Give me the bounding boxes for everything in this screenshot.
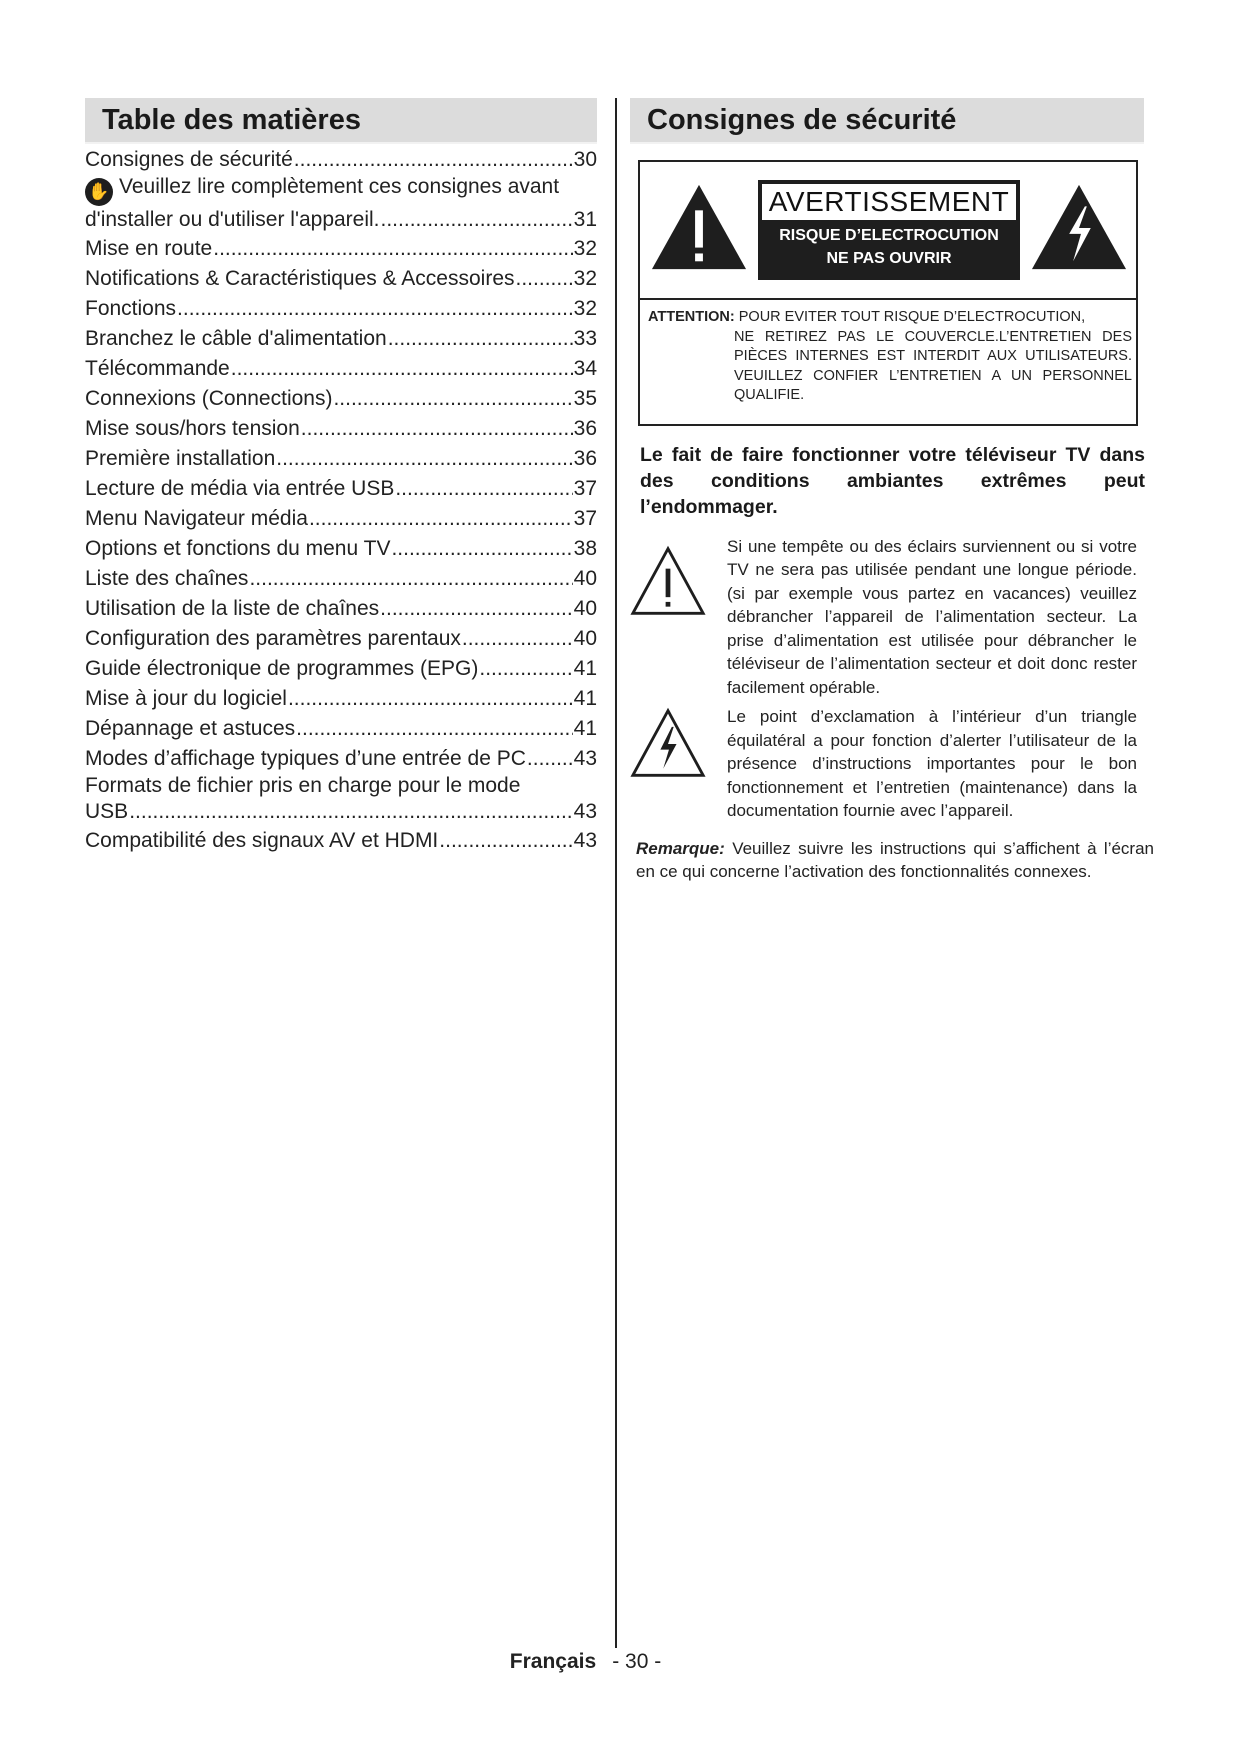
toc-entry-label: Mise à jour du logiciel [85,687,287,710]
toc-entry[interactable] [85,444,597,474]
toc-leader-dots [439,826,572,856]
exclamation-triangle-icon [650,182,748,272]
toc-entry-label-cont: USB [85,800,129,823]
toc-entry-page: 41 [573,717,597,740]
toc-leader-dots [462,624,573,654]
toc-entry-label: Modes d’affichage typiques d’une entrée de PC [85,747,526,770]
toc-entry-label-cont: d'installer ou d'utiliser l'appareil. [85,208,380,231]
toc-entry-label: Lecture de média via entrée USB [85,477,395,500]
toc-entry-page: 41 [573,657,597,680]
toc-entry-label: Connexions (Connections) [85,387,333,410]
toc-entry-page: 43 [573,829,597,852]
attention-label: ATTENTION: [648,309,735,325]
footer-language: Français [509,1650,597,1673]
toc-leader-dots [309,504,573,534]
toc-leader-dots [231,354,573,384]
toc-entry-page: 30 [573,148,597,171]
toc-entry[interactable] [85,354,597,384]
toc-entry-label: Dépannage et astuces [85,717,296,740]
safety-section [630,98,1160,884]
avertissement-heading: AVERTISSEMENT [760,182,1018,222]
toc-entry[interactable] [85,744,597,774]
toc-entry-page: 31 [573,208,597,231]
toc-leader-dots [276,444,572,474]
exclamation-text: Le point d’exclamation à l’intérieur d’un triangle équilatéral a pour fonction d’alerter l’utilisateur de la présence d’instructions importantes pour le bon fonctionnement et l’entretien (maintenance) dans la documentation fournie avec l’appareil. [727,707,1137,820]
toc-leader-dots [527,744,573,774]
toc-entry-page: 33 [573,327,597,350]
toc-entry[interactable] [85,414,597,444]
toc-entry-page: 43 [573,800,597,823]
toc-entry-page: 38 [573,537,597,560]
toc-entry[interactable] [85,264,597,294]
toc-entry-label: Notifications & Caractéristiques & Accessoires [85,267,515,290]
remark-label: Remarque: [636,838,725,858]
toc-leader-dots [479,654,572,684]
exclamation-paragraph [630,705,1160,823]
toc-entry[interactable] [85,534,597,564]
footer-page-number: - 30 - [612,1650,662,1673]
toc-leader-dots [391,534,572,564]
page-footer [0,1650,1241,1674]
toc-leader-dots [380,594,572,624]
toc-leader-dots [288,684,573,714]
toc-leader-dots [213,234,572,264]
toc-entry-page: 40 [573,597,597,620]
toc-entry[interactable] [85,324,597,354]
toc-leader-dots [296,714,572,744]
safety-title: Consignes de sécurité [630,98,1144,144]
toc-entry-label: Télécommande [85,357,230,380]
toc-entry-label: Mise sous/hors tension [85,417,300,440]
toc-entry-compatibilite[interactable] [85,826,597,856]
toc-leader-dots [395,474,572,504]
toc-entry-page: 35 [573,387,597,410]
toc-entry-label: Compatibilité des signaux AV et HDMI [85,829,439,852]
toc-entry-page: 37 [573,477,597,500]
toc-entry[interactable] [85,384,597,414]
remark-paragraph [636,837,1154,884]
toc-entry-label: Fonctions [85,297,177,320]
column-divider [615,98,617,1648]
toc-entry-page: 36 [573,447,597,470]
attention-rest: NE RETIREZ PAS LE COUVERCLE.L’ENTRETIEN DES PIÈCES INTERNES EST INTERDIT AUX UTILISATEURS. VEUILLEZ CONFIER L’ENTRETIEN A UN PERSONNEL QUALIFIE. [734,328,1132,403]
toc-list [85,145,597,856]
toc-entry-label: Veuillez lire complètement ces consignes avant [119,175,560,198]
attention-text [640,300,1136,424]
toc-entry-label: Branchez le câble d'alimentation [85,327,387,350]
toc-entry-label: Utilisation de la liste de chaînes [85,597,380,620]
toc-entry-label: Menu Navigateur média [85,507,308,530]
toc-entry-label: Première installation [85,447,276,470]
toc-items [85,234,597,774]
toc-entry-label: Options et fonctions du menu TV [85,537,391,560]
toc-entry-page: 43 [573,747,597,770]
toc-entry-formats[interactable] [85,774,597,826]
toc-entry-page: 32 [573,297,597,320]
toc-leader-dots [249,564,572,594]
toc-entry[interactable] [85,294,597,324]
toc-leader-dots [516,264,573,294]
exclamation-triangle-outline-icon [630,545,706,617]
warning-label-box [638,160,1138,426]
extreme-conditions-warning: Le fait de faire fonctionner votre téléviseur TV dans des conditions ambiantes extrêmes peut l’endommager. [640,443,1145,518]
hand-stop-icon: ✋ [85,178,113,206]
toc-entry-page: 37 [573,507,597,530]
toc-entry[interactable] [85,654,597,684]
attention-first-line: POUR EVITER TOUT RISQUE D’ELECTROCUTION, [738,309,1086,325]
toc-entry[interactable] [85,564,597,594]
toc-leader-dots [381,206,573,234]
toc-entry-label: Configuration des paramètres parentaux [85,627,461,650]
toc-leader-dots [177,294,573,324]
toc-entry-page: 32 [573,267,597,290]
toc-entry-label: Guide électronique de programmes (EPG) [85,657,479,680]
toc-entry[interactable] [85,504,597,534]
toc-title: Table des matières [85,98,597,144]
storm-text: Si une tempête ou des éclairs surviennent ou si votre TV ne sera pas utilisée pendant une longue période. (si par exemple vous partez en vacances) veuillez débrancher l’appareil de l’alimentation secteur. La prise d’alimentation est utilisée pour débrancher le téléviseur de l’alimentation secteur et doit donc rester facilement opérable. [727,536,1137,697]
toc-leader-dots [388,324,573,354]
toc-entry-label: Mise en route [85,237,213,260]
toc-entry[interactable] [85,624,597,654]
remark-text: Veuillez suivre les instructions qui s’affichent à l’écran en ce qui concerne l’activation des fonctionnalités connexes. [636,838,1154,881]
toc-leader-dots [129,798,572,826]
toc-entry-notice[interactable] [85,175,597,234]
toc-entry-page: 41 [573,687,597,710]
table-of-contents [85,98,597,856]
toc-entry[interactable] [85,594,597,624]
avertissement-sub-1: RISQUE D’ELECTROCUTION [779,227,999,244]
avertissement-block [758,180,1020,280]
toc-entry-label: Liste des chaînes [85,567,249,590]
toc-leader-dots [294,145,573,175]
toc-entry-label: Consignes de sécurité [85,148,293,171]
toc-entry-page: 40 [573,627,597,650]
toc-entry[interactable] [85,714,597,744]
toc-entry[interactable] [85,474,597,504]
toc-entry-page: 32 [573,237,597,260]
toc-entry-consignes[interactable] [85,145,597,175]
lightning-triangle-outline-icon [630,707,706,779]
storm-paragraph [630,535,1160,700]
toc-entry-page: 34 [573,357,597,380]
toc-entry[interactable] [85,684,597,714]
avertissement-sub-2: NE PAS OUVRIR [826,250,952,267]
toc-leader-dots [301,414,573,444]
toc-entry-label: Formats de fichier pris en charge pour le mode [85,774,521,797]
toc-entry-page: 40 [573,567,597,590]
lightning-triangle-icon [1030,182,1128,272]
toc-entry[interactable] [85,234,597,264]
toc-entry-page: 36 [573,417,597,440]
warning-label-top [640,162,1136,300]
toc-leader-dots [333,384,572,414]
